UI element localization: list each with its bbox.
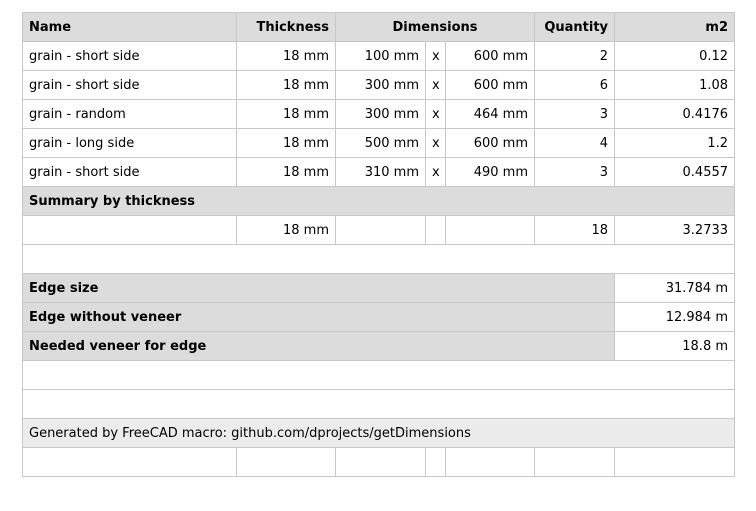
row-dim1: 300 mm (336, 100, 426, 129)
row-m2: 0.4176 (615, 100, 735, 129)
row-thickness: 18 mm (237, 158, 336, 187)
edge-size-value: 31.784 m (615, 274, 735, 303)
table-row (23, 71, 735, 100)
row-m2: 1.08 (615, 71, 735, 100)
row-dim2: 600 mm (446, 129, 535, 158)
row-dim2: 600 mm (446, 71, 535, 100)
empty-cell (446, 216, 535, 245)
row-x: x (426, 158, 446, 187)
row-dim2: 490 mm (446, 158, 535, 187)
summary-thickness: 18 mm (237, 216, 336, 245)
table-row (23, 129, 735, 158)
summary-title: Summary by thickness (23, 187, 735, 216)
row-name: grain - short side (23, 42, 237, 71)
edge-row (23, 274, 735, 303)
row-dim1: 300 mm (336, 71, 426, 100)
header-quantity: Quantity (535, 13, 615, 42)
empty-cell (336, 216, 426, 245)
needed-veneer-label: Needed veneer for edge (23, 332, 615, 361)
row-m2: 0.12 (615, 42, 735, 71)
header-name: Name (23, 13, 237, 42)
edge-without-veneer-value: 12.984 m (615, 303, 735, 332)
row-thickness: 18 mm (237, 71, 336, 100)
header-thickness: Thickness (237, 13, 336, 42)
row-quantity: 6 (535, 71, 615, 100)
row-name: grain - random (23, 100, 237, 129)
row-m2: 1.2 (615, 129, 735, 158)
table-row (23, 100, 735, 129)
dimensions-table (22, 12, 735, 477)
row-x: x (426, 129, 446, 158)
footer-text: Generated by FreeCAD macro: github.com/dprojects/getDimensions (23, 419, 735, 448)
empty-cell (23, 361, 735, 390)
table-row (23, 158, 735, 187)
empty-cell (23, 216, 237, 245)
row-thickness: 18 mm (237, 100, 336, 129)
row-x: x (426, 42, 446, 71)
empty-cell (23, 448, 237, 477)
row-dim1: 500 mm (336, 129, 426, 158)
row-dim2: 600 mm (446, 42, 535, 71)
spacer-row (23, 245, 735, 274)
row-dim2: 464 mm (446, 100, 535, 129)
empty-row (23, 448, 735, 477)
footer-row (23, 419, 735, 448)
row-thickness: 18 mm (237, 129, 336, 158)
edge-size-label: Edge size (23, 274, 615, 303)
row-quantity: 2 (535, 42, 615, 71)
header-m2: m2 (615, 13, 735, 42)
header-row (23, 13, 735, 42)
needed-veneer-value: 18.8 m (615, 332, 735, 361)
summary-row (23, 216, 735, 245)
summary-m2: 3.2733 (615, 216, 735, 245)
row-x: x (426, 100, 446, 129)
row-name: grain - short side (23, 158, 237, 187)
edge-without-veneer-label: Edge without veneer (23, 303, 615, 332)
row-x: x (426, 71, 446, 100)
empty-cell (426, 448, 446, 477)
spacer-row (23, 390, 735, 419)
row-quantity: 3 (535, 158, 615, 187)
empty-cell (446, 448, 535, 477)
row-dim1: 100 mm (336, 42, 426, 71)
table-row (23, 42, 735, 71)
empty-cell (615, 448, 735, 477)
header-dimensions: Dimensions (336, 13, 535, 42)
summary-quantity: 18 (535, 216, 615, 245)
row-name: grain - short side (23, 71, 237, 100)
row-quantity: 3 (535, 100, 615, 129)
empty-cell (426, 216, 446, 245)
edge-row (23, 332, 735, 361)
empty-cell (237, 448, 336, 477)
row-quantity: 4 (535, 129, 615, 158)
row-dim1: 310 mm (336, 158, 426, 187)
row-m2: 0.4557 (615, 158, 735, 187)
spacer-row (23, 361, 735, 390)
empty-cell (535, 448, 615, 477)
empty-cell (23, 390, 735, 419)
empty-cell (336, 448, 426, 477)
empty-cell (23, 245, 735, 274)
row-name: grain - long side (23, 129, 237, 158)
summary-header-row (23, 187, 735, 216)
row-thickness: 18 mm (237, 42, 336, 71)
edge-row (23, 303, 735, 332)
